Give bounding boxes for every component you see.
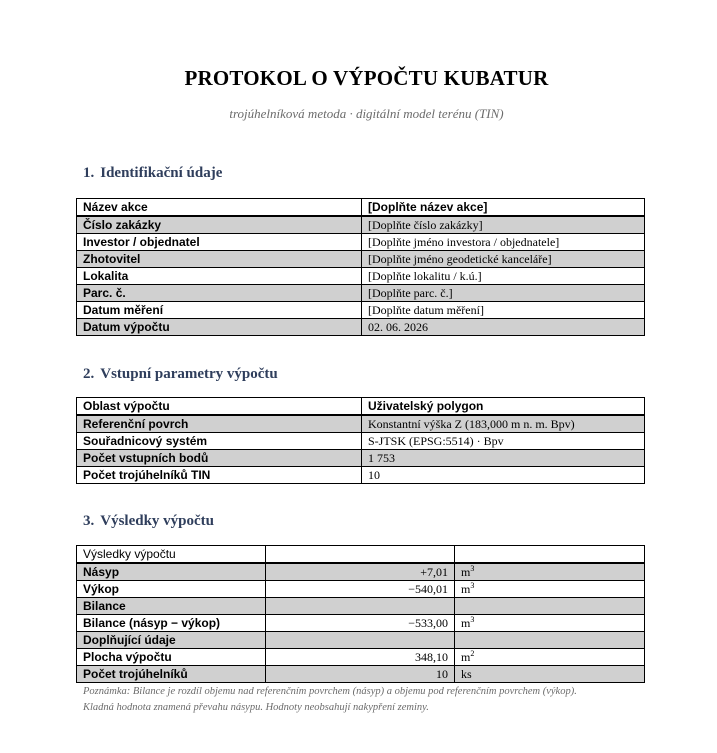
row-label: Datum výpočtu xyxy=(77,319,362,336)
results-header-value xyxy=(266,546,455,564)
row-label: Číslo zakázky xyxy=(77,216,362,234)
table-row xyxy=(77,450,645,467)
table-row xyxy=(77,268,645,285)
row-value: [Doplňte lokalitu / k.ú.] xyxy=(362,268,645,285)
row-value: −533,00 xyxy=(266,615,455,632)
row-label: Zhotovitel xyxy=(77,251,362,268)
table-row xyxy=(77,302,645,319)
table-row xyxy=(77,615,645,632)
document-subtitle: trojúhelníková metoda · digitální model terénu (TIN) xyxy=(229,106,504,121)
row-label: Název akce xyxy=(77,199,362,217)
table-row xyxy=(77,216,645,234)
row-value: Konstantní výška Z (183,000 m n. m. Bpv) xyxy=(362,415,645,433)
row-label: Oblast výpočtu xyxy=(77,398,362,416)
row-value: [Doplňte jméno investora / objednatele] xyxy=(362,234,645,251)
table-row xyxy=(77,234,645,251)
table-row xyxy=(77,666,645,683)
row-unit xyxy=(455,598,645,615)
results-header-label: Výsledky výpočtu xyxy=(77,546,266,564)
identification-table xyxy=(76,198,645,336)
row-label: Plocha výpočtu xyxy=(77,649,266,666)
input-parameters-table xyxy=(76,397,645,484)
table-row xyxy=(77,546,645,564)
row-label: Počet trojúhelníků xyxy=(77,666,266,683)
table-row xyxy=(77,251,645,268)
section-3-title: Výsledky výpočtu xyxy=(100,513,215,529)
row-label: Souřadnicový systém xyxy=(77,433,362,450)
row-value xyxy=(266,632,455,649)
row-label: Referenční povrch xyxy=(77,415,362,433)
table-row xyxy=(77,632,645,649)
row-value: [Doplňte parc. č.] xyxy=(362,285,645,302)
section-2-number: 2. xyxy=(83,366,95,382)
row-label: Výkop xyxy=(77,581,266,598)
row-label: Bilance (násyp − výkop) xyxy=(77,615,266,632)
row-value: S-JTSK (EPSG:5514) · Bpv xyxy=(362,433,645,450)
section-2-heading xyxy=(83,366,278,383)
table-row xyxy=(77,598,645,615)
table-row xyxy=(77,415,645,433)
row-value: 10 xyxy=(362,467,645,484)
row-label: Lokalita xyxy=(77,268,362,285)
footnote xyxy=(83,684,683,716)
row-label: Parc. č. xyxy=(77,285,362,302)
footnote-line-1: Poznámka: Bilance je rozdíl objemu nad referenčním povrchem (násyp) a objemu pod referenčním povrchem (výkop). xyxy=(83,686,577,697)
row-label: Násyp xyxy=(77,563,266,581)
row-unit: ks xyxy=(455,666,645,683)
row-value: [Doplňte datum měření] xyxy=(362,302,645,319)
section-1-title: Identifikační údaje xyxy=(100,165,223,181)
row-value: −540,01 xyxy=(266,581,455,598)
document-title: PROTOKOL O VÝPOČTU KUBATUR xyxy=(184,66,549,90)
row-value: [Doplňte číslo zakázky] xyxy=(362,216,645,234)
row-value: Uživatelský polygon xyxy=(362,398,645,416)
row-value: 1 753 xyxy=(362,450,645,467)
row-unit: $m^2$ xyxy=(455,649,645,666)
row-value xyxy=(266,598,455,615)
row-unit: $m^3$ xyxy=(455,615,645,632)
section-1-number: 1. xyxy=(83,165,95,181)
row-unit: $m^3$ xyxy=(455,581,645,598)
table-row xyxy=(77,285,645,302)
table-row xyxy=(77,581,645,598)
row-value: 10 xyxy=(266,666,455,683)
table-row xyxy=(77,433,645,450)
row-label: Počet trojúhelníků TIN xyxy=(77,467,362,484)
row-unit: $m^3$ xyxy=(455,563,645,581)
section-3-number: 3. xyxy=(83,513,95,529)
row-value: [Doplňte název akce] xyxy=(362,199,645,217)
row-label: Investor / objednatel xyxy=(77,234,362,251)
section-2-title: Vstupní parametry výpočtu xyxy=(100,366,278,382)
table-row xyxy=(77,649,645,666)
table-row xyxy=(77,563,645,581)
section-3-heading xyxy=(83,513,214,530)
row-label: Datum měření xyxy=(77,302,362,319)
table-row xyxy=(77,467,645,484)
section-1-heading xyxy=(83,165,222,182)
row-label: Doplňující údaje xyxy=(77,632,266,649)
table-row xyxy=(77,319,645,336)
row-value: 348,10 xyxy=(266,649,455,666)
footnote-line-2: Kladná hodnota znamená převahu násypu. Hodnoty neobsahují nakypření zeminy. xyxy=(83,702,429,713)
table-row xyxy=(77,199,645,217)
table-row xyxy=(77,398,645,416)
results-header-unit xyxy=(455,546,645,564)
row-unit xyxy=(455,632,645,649)
row-label: Počet vstupních bodů xyxy=(77,450,362,467)
row-label: Bilance xyxy=(77,598,266,615)
row-value: +7,01 xyxy=(266,563,455,581)
row-value: 02. 06. 2026 xyxy=(362,319,645,336)
results-table xyxy=(76,545,645,683)
row-value: [Doplňte jméno geodetické kanceláře] xyxy=(362,251,645,268)
